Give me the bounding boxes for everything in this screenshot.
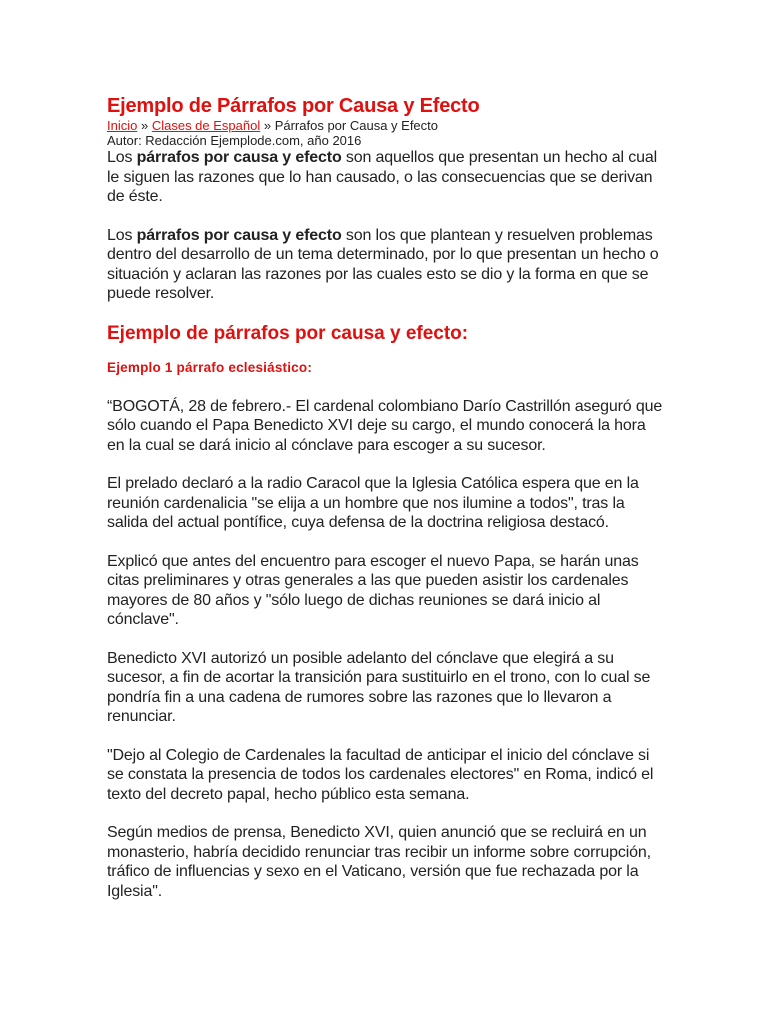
article [107, 95, 667, 901]
breadcrumb [107, 118, 667, 133]
intro-paragraph-1 [107, 148, 667, 207]
author-line: Autor: Redacción Ejemplode.com, año 2016 [107, 133, 362, 148]
intro-bold-term: párrafos por causa y efecto [136, 149, 342, 166]
section-heading: Ejemplo de párrafos por causa y efecto: [107, 322, 469, 344]
intro-bold-term: párrafos por causa y efecto [136, 226, 342, 244]
intro-text: son los que plantean y resuelven problemas dentro del desarrollo de un tema determinado, por lo que presentan un hecho o situación y aclaran las razones por las cuales esto se dio y la forma en que se puede resolver. [107, 226, 659, 302]
breadcrumb-separator: » [260, 118, 275, 133]
example-paragraph: Benedicto XVI autorizó un posible adelanto del cónclave que elegirá a su sucesor, a fin de acortar la transición para sustituirlo en el trono, con lo cual se pondría fin a una cadena de rumores sobre las razones que lo llevaron a renunciar. [107, 649, 651, 725]
breadcrumb-category-link[interactable]: Clases de Español [151, 118, 261, 133]
intro-text: son aquellos que presentan un hecho al cual le siguen las razones que lo han causado, o las consecuencias que se derivan de éste. [107, 149, 657, 205]
intro-text: Los [107, 226, 137, 244]
intro-text: Los [107, 149, 137, 166]
example-paragraph: Según medios de prensa, Benedicto XVI, quien anunció que se recluirá en un monasterio, habría decidido renunciar tras recibir un informe sobre corrupción, tráfico de influencias y sexo en el Vaticano, versión que fue rechazada por la Iglesia". [107, 824, 651, 900]
breadcrumb-separator: » [137, 118, 152, 133]
page-title: Ejemplo de Párrafos por Causa y Efecto [107, 95, 480, 117]
breadcrumb-home-link[interactable]: Inicio [107, 118, 138, 133]
example-heading: Ejemplo 1 párrafo eclesiástico: [107, 359, 313, 375]
example-paragraph: Explicó que antes del encuentro para escoger el nuevo Papa, se harán unas citas preliminares y otras generales a las que pueden asistir los cardenales mayores de 80 años y "sólo luego de dichas reuniones se dará inicio al cónclave". [107, 552, 639, 628]
example-paragraph: "Dejo al Colegio de Cardenales la facultad de anticipar el inicio del cónclave si se constata la presencia de todos los cardenales electores" en Roma, indicó el texto del decreto papal, hecho público esta semana. [107, 746, 654, 803]
breadcrumb-current: Párrafos por Causa y Efecto [274, 118, 439, 133]
intro-paragraph-2 [107, 226, 667, 304]
example-paragraph: “BOGOTÁ, 28 de febrero.- El cardenal colombiano Darío Castrillón aseguró que sólo cuando el Papa Benedicto XVI deje su cargo, el mundo conocerá la hora en la cual se dará inicio al cónclave para escoger a su sucesor. [107, 397, 663, 454]
example-paragraph: El prelado declaró a la radio Caracol que la Iglesia Católica espera que en la reunión cardenalicia "se elija a un hombre que nos ilumine a todos", tras la salida del actual pontífice, cuya defensa de la doctrina religiosa destacó. [107, 475, 639, 531]
